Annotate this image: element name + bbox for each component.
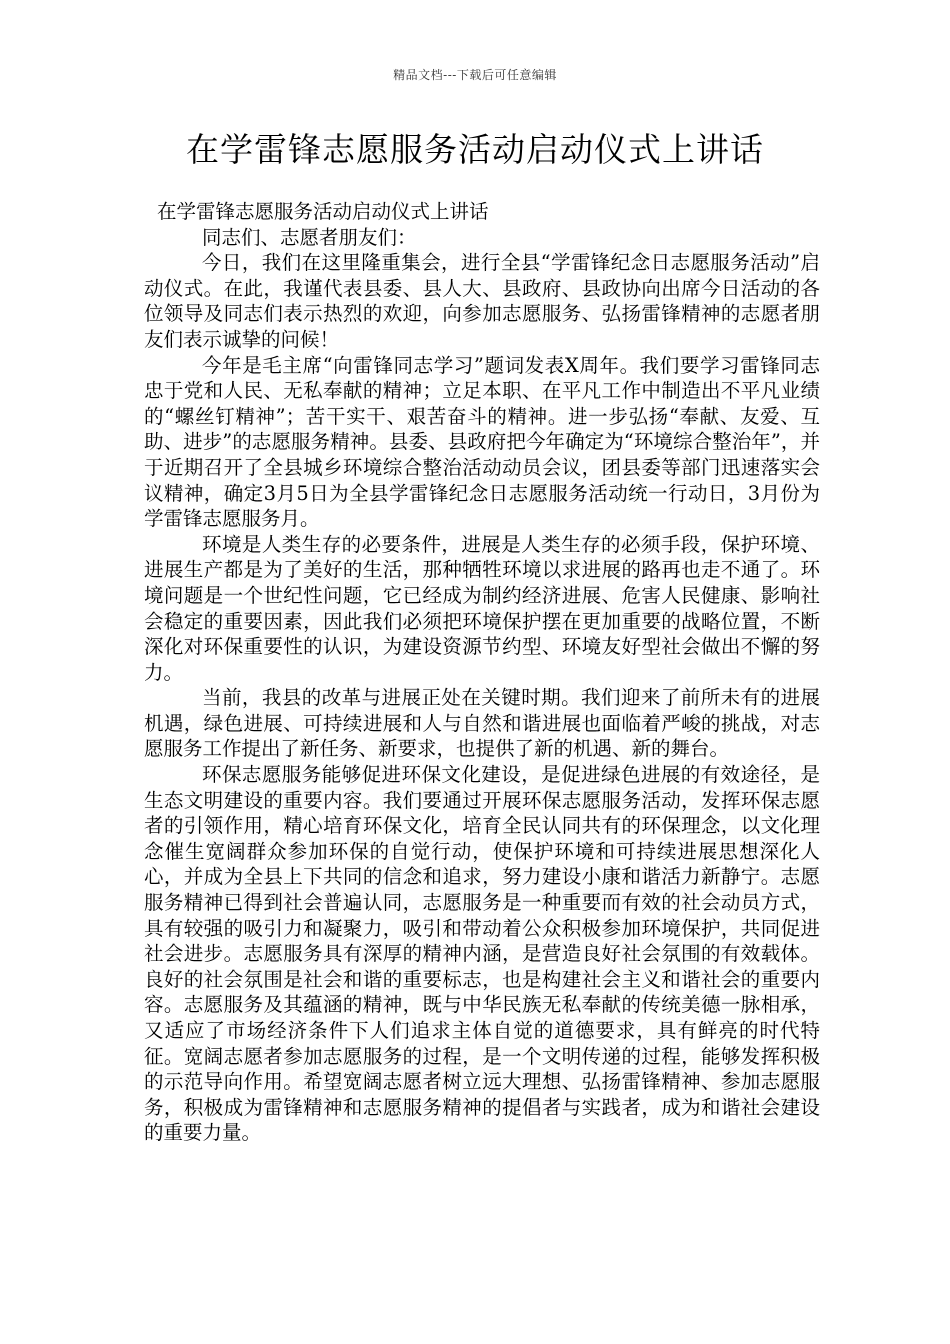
paragraph: 环境是人类生存的必要条件，进展是人类生存的必须手段，保护环境、进展生产都是为了美好的生活，那种牺牲环境以求进展的路再也走不通了。环境问题是一个世纪性问题，它已经成为制约经济进展、危害人民健康、影响社会稳定的重要因素，因此我们必须把环境保护摆在更加重要的战略位置，不断深化对环保重要性的认识，为建设资源节约型、环境友好型社会做出不懈的努力。 <box>144 532 820 684</box>
header-note: 精品文档---下载后可任意编辑 <box>393 68 557 82</box>
paragraph: 环保志愿服务能够促进环保文化建设，是促进绿色进展的有效途径，是生态文明建设的重要内容。我们要通过开展环保志愿服务活动，发挥环保志愿者的引领作用，精心培育环保文化，培育全民认同共有的环保理念，以文化理念催生宽阔群众参加环保的自觉行动，使保护环境和可持续进展思想深化人心，并成为全县上下共同的信念和追求，努力建设小康和谐活力新静宁。志愿服务精神已得到社会普遍认同，志愿服务是一种重要而有效的社会动员方式，具有较强的吸引力和凝聚力，吸引和带动着公众积极参加环境保护，共同促进社会进步。志愿服务具有深厚的精神内涵，是营造良好社会氛围的有效载体。良好的社会氛围是社会和谐的重要标志，也是构建社会主义和谐社会的重要内容。志愿服务及其蕴涵的精神，既与中华民族无私奉献的传统美德一脉相承，又适应了市场经济条件下人们追求主体自觉的道德要求，具有鲜亮的时代特征。宽阔志愿者参加志愿服务的过程，是一个文明传递的过程，能够发挥积极的示范导向作用。希望宽阔志愿者树立远大理想、弘扬雷锋精神、参加志愿服务，积极成为雷锋精神和志愿服务精神的提倡者与实践者，成为和谐社会建设的重要力量。 <box>144 763 820 1145</box>
document-title: 在学雷锋志愿服务活动启动仪式上讲话 <box>186 130 764 169</box>
document-body <box>144 199 820 1146</box>
greeting: 同志们、志愿者朋友们： <box>202 225 417 249</box>
paragraph: 当前，我县的改革与进展正处在关键时期。我们迎来了前所未有的进展机遇，绿色进展、可持续进展和人与自然和谐进展也面临着严峻的挑战，对志愿服务工作提出了新任务、新要求，也提供了新的机遇、新的舞台。 <box>144 686 820 761</box>
paragraph: 今年是毛主席“向雷锋同志学习”题词发表X周年。我们要学习雷锋同志忠于党和人民、无私奉献的精神；立足本职、在平凡工作中制造出不平凡业绩的“螺丝钉精神”；苦干实干、艰苦奋斗的精神。进一步弘扬“奉献、友爱、互助、进步”的志愿服务精神。县委、县政府把今年确定为“环境综合整治年”，并于近期召开了全县城乡环境综合整治活动动员会议，团县委等部门迅速落实会议精神，确定3月5日为全县学雷锋纪念日志愿服务活动统一行动日，3月份为学雷锋志愿服务月。 <box>144 353 820 531</box>
paragraph: 今日，我们在这里隆重集会，进行全县“学雷锋纪念日志愿服务活动”启动仪式。在此，我谨代表县委、县人大、县政府、县政协向出席今日活动的各位领导及同志们表示热烈的欢迎，向参加志愿服务、弘扬雷锋精神的志愿者朋友们表示诚挚的问候！ <box>144 251 820 351</box>
document-subtitle: 在学雷锋志愿服务活动启动仪式上讲话 <box>157 200 489 223</box>
